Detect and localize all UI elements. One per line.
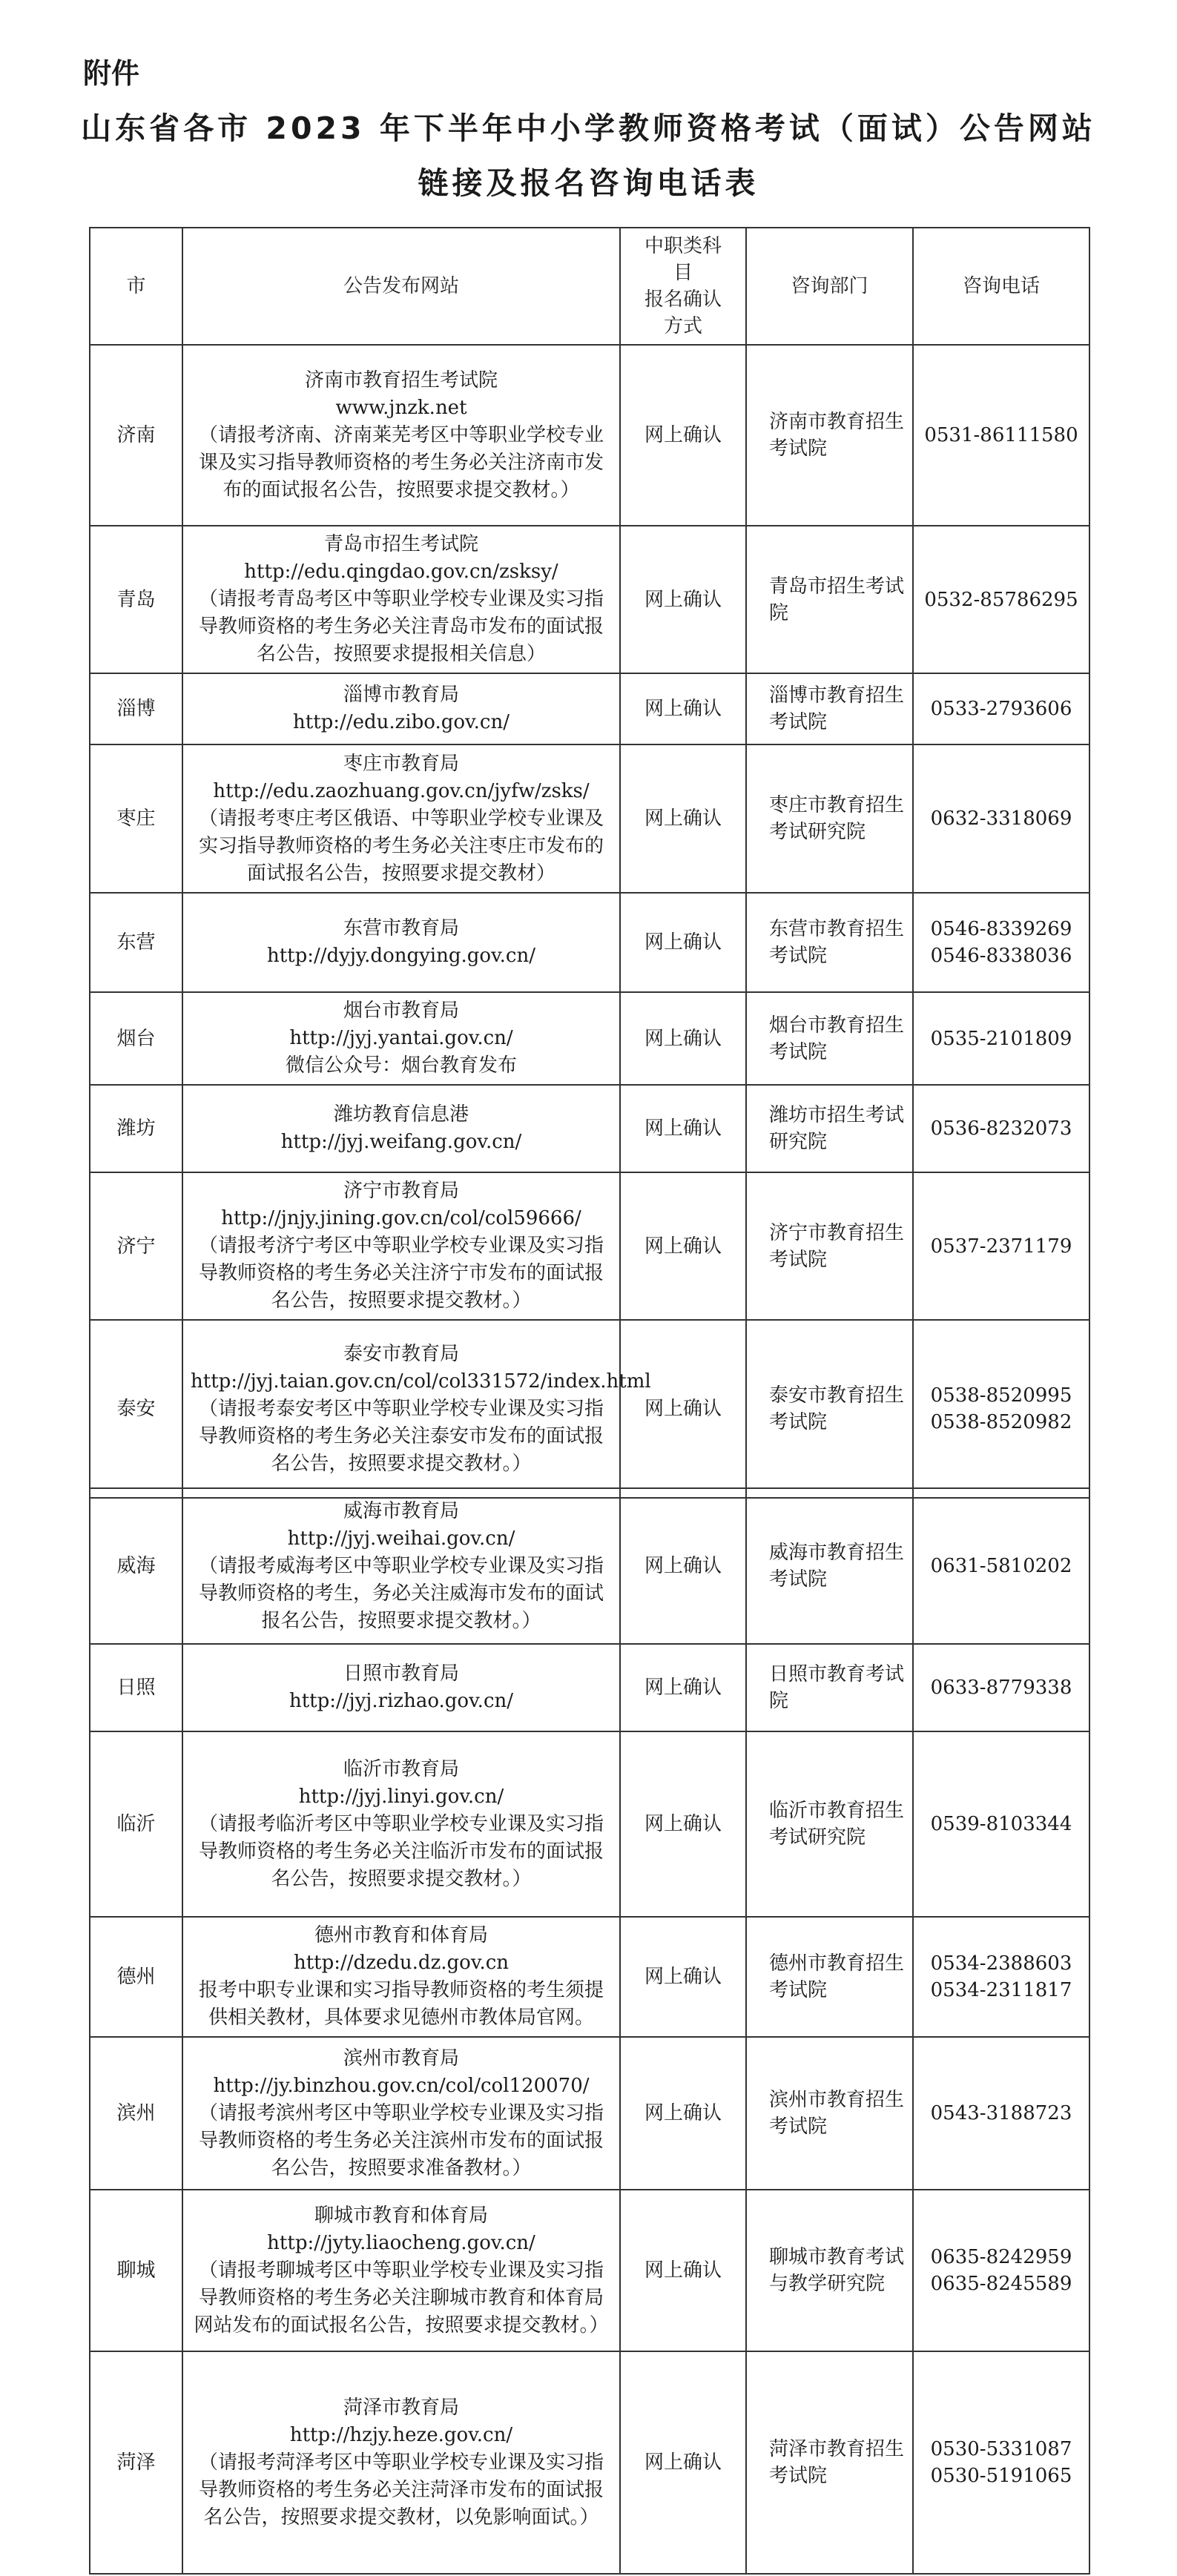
cell-dept: 菏泽市教育招生考试院 [746,2351,913,2574]
site-url[interactable]: http://jnjy.jining.gov.cn/col/col59666/ [221,1207,581,1229]
site-text: （请报考滨州考区中等职业学校专业课及实习指导教师资格的考生务必关注滨州市发布的面试报名公告，按照要求准备教材。） [198,2101,604,2179]
cell-site [182,2190,620,2351]
cell-phone [913,2190,1089,2351]
header-phone: 咨询电话 [913,228,1089,345]
phone-number: 0546-8338036 [930,945,1072,967]
cell-city: 临沂 [90,1731,182,1917]
phone-number: 0531-86111580 [924,424,1078,446]
cell-city: 济宁 [90,1172,182,1320]
site-text: （请报考菏泽考区中等职业学校专业课及实习指导教师资格的考生务必关注菏泽市发布的面试报名公告，按照要求提交教材，以免影响面试。） [198,2451,604,2529]
cell-phone [913,1917,1089,2037]
cell-city: 日照 [90,1644,182,1731]
cell-phone [913,992,1089,1085]
site-text: 泰安市教育局 [343,1342,459,1365]
site-text: 青岛市招生考试院 [323,533,478,555]
site-text: 烟台市教育局 [343,1000,459,1022]
header-method-line: 中职类科 [644,235,722,257]
cell-method: 网上确认 [620,893,746,992]
table-header-row [90,228,1089,345]
cell-method: 网上确认 [620,526,746,673]
cell-phone [913,526,1089,673]
cell-method: 网上确认 [620,2351,746,2574]
site-text: 菏泽市教育局 [343,2396,459,2419]
cell-method: 网上确认 [620,1172,746,1320]
site-text: 枣庄市教育局 [343,752,459,775]
site-url[interactable]: http://jyj.yantai.gov.cn/ [289,1027,513,1049]
cell-method: 网上确认 [620,992,746,1085]
cell-site [182,2037,620,2190]
phone-number: 0535-2101809 [930,1027,1072,1050]
cell-method: 网上确认 [620,2190,746,2351]
cell-method: 网上确认 [620,1644,746,1731]
site-text: （请报考威海考区中等职业学校专业课及实习指导教师资格的考生，务必关注威海市发布的面试报名公告，按照要求提交教材。） [198,1554,604,1632]
table-row [90,744,1089,893]
cell-city: 烟台 [90,992,182,1085]
header-site: 公告发布网站 [182,228,620,345]
cell-city: 威海 [90,1488,182,1644]
cell-method: 网上确认 [620,673,746,744]
cell-city: 淄博 [90,673,182,744]
cell-dept: 烟台市教育招生考试院 [746,992,913,1085]
cell-site [182,526,620,673]
site-url[interactable]: http://edu.zaozhuang.gov.cn/jyfw/zsks/ [213,779,590,802]
cell-phone [913,2351,1089,2574]
cell-dept: 枣庄市教育招生考试研究院 [746,744,913,893]
site-url[interactable]: http://edu.zibo.gov.cn/ [293,711,510,733]
phone-number: 0543-3188723 [930,2102,1072,2124]
cell-site [182,1320,651,1498]
phone-number: 0532-85786295 [924,588,1078,611]
cell-method: 网上确认 [620,1917,746,2037]
cell-city: 枣庄 [90,744,182,893]
contact-table-part1 [89,227,1090,1499]
cell-city: 滨州 [90,2037,182,2190]
site-text: 临沂市教育局 [343,1757,459,1780]
phone-number: 0536-8232073 [930,1117,1072,1140]
cell-site [182,1172,620,1320]
cell-phone [913,1172,1089,1320]
cell-method: 网上确认 [620,2037,746,2190]
cell-method: 网上确认 [620,1085,746,1172]
site-text: 滨州市教育局 [343,2047,459,2070]
cell-city: 济南 [90,345,182,526]
cell-dept: 青岛市招生考试院 [746,526,913,673]
cell-city: 青岛 [90,526,182,673]
phone-number: 0631-5810202 [930,1555,1072,1577]
phone-number: 0530-5191065 [930,2465,1072,2487]
table-row [90,1644,1089,1731]
phone-number: 0633-8779338 [930,1677,1072,1699]
cell-site [182,1488,620,1644]
site-text: （请报考泰安考区中等职业学校专业课及实习指导教师资格的考生务必关注泰安市发布的面试报名公告，按照要求提交教材。） [198,1397,604,1475]
site-text: （请报考青岛考区中等职业学校专业课及实习指导教师资格的考生务必关注青岛市发布的面试报名公告，按照要求提报相关信息） [198,588,604,665]
phone-number: 0534-2311817 [930,1979,1072,2001]
table-row [90,1488,1089,1644]
phone-number: 0537-2371179 [930,1235,1072,1258]
header-method-line: 方式 [663,315,702,337]
cell-site [182,1917,620,2037]
phone-number: 0635-8245589 [930,2273,1072,2295]
cell-site [182,673,620,744]
site-url[interactable]: http://jyty.liaocheng.gov.cn/ [267,2231,535,2254]
cell-site [182,1644,620,1731]
cell-site [182,1085,620,1172]
cell-dept: 德州市教育招生考试院 [746,1917,913,2037]
cell-method: 网上确认 [620,1320,746,1498]
cell-dept: 日照市教育考试院 [746,1644,913,1731]
site-text: （请报考枣庄考区俄语、中等职业学校专业课及实习指导教师资格的考生务必关注枣庄市发布的面试报名公告，按照要求提交教材） [198,807,604,885]
table-row [90,1320,1089,1498]
cell-site [182,893,620,992]
site-url[interactable]: http://hzjy.heze.gov.cn/ [289,2423,513,2446]
cell-site [182,992,620,1085]
site-text: 淄博市教育局 [343,684,459,706]
site-text: 报考中职专业课和实习指导教师资格的考生须提供相关教材，具体要求见德州市教体局官网。 [198,1979,604,2029]
cell-phone [913,1320,1089,1498]
cell-phone [913,893,1089,992]
header-method [620,228,746,345]
attachment-label: 附件 [83,57,140,90]
site-url[interactable]: http://jyj.weihai.gov.cn/ [287,1527,515,1550]
cell-site [182,1731,620,1917]
site-url[interactable]: http://jyj.linyi.gov.cn/ [298,1785,504,1808]
cell-dept: 临沂市教育招生考试研究院 [746,1731,913,1917]
phone-number: 0546-8339269 [930,918,1072,940]
cell-method: 网上确认 [620,1731,746,1917]
site-text: 威海市教育局 [343,1499,459,1522]
phone-number: 0635-8242959 [930,2246,1072,2268]
site-url[interactable]: http://dzedu.dz.gov.cn [293,1952,510,1974]
cell-dept: 济宁市教育招生考试院 [746,1172,913,1320]
table-row [90,673,1089,744]
site-text: 潍坊教育信息港 [333,1103,469,1126]
cell-city: 潍坊 [90,1085,182,1172]
header-city: 市 [90,228,182,345]
cell-method: 网上确认 [620,345,746,526]
cell-dept: 滨州市教育招生考试院 [746,2037,913,2190]
site-url[interactable]: http://dyjy.dongying.gov.cn/ [266,945,536,967]
site-text: （请报考济宁考区中等职业学校专业课及实习指导教师资格的考生务必关注济宁市发布的面试报名公告，按照要求提交教材。） [198,1235,604,1312]
contact-table-part2 [89,1487,1090,2575]
site-url[interactable]: http://jyj.rizhao.gov.cn/ [289,1690,514,1712]
cell-city: 东营 [90,893,182,992]
page-title-line2: 链接及报名咨询电话表 [418,165,759,201]
cell-phone [913,1731,1089,1917]
phone-number: 0533-2793606 [930,698,1072,720]
table-row [90,1085,1089,1172]
table-row [90,2190,1089,2351]
site-url[interactable]: http://jyj.weifang.gov.cn/ [280,1131,522,1153]
cell-site [182,744,620,893]
site-text: 济南市教育招生考试院 [304,369,498,392]
phone-number: 0538-8520995 [930,1384,1072,1407]
cell-phone [913,673,1089,744]
cell-dept: 聊城市教育考试与教学研究院 [746,2190,913,2351]
table-row [90,1917,1089,2037]
phone-number: 0539-8103344 [930,1813,1072,1835]
table-row [90,2351,1089,2574]
cell-city: 泰安 [90,1320,182,1498]
cell-dept: 淄博市教育招生考试院 [746,673,913,744]
header-method-line: 报名确认 [644,288,722,311]
cell-method: 网上确认 [620,1488,746,1644]
cell-dept: 济南市教育招生考试院 [746,345,913,526]
phone-number: 0538-8520982 [930,1411,1072,1433]
cell-phone [913,1488,1089,1644]
site-text: 济宁市教育局 [343,1180,459,1202]
header-method-line: 目 [673,262,693,284]
cell-method: 网上确认 [620,744,746,893]
cell-city: 德州 [90,1917,182,2037]
cell-phone [913,744,1089,893]
phone-number: 0632-3318069 [930,808,1072,830]
site-url[interactable]: http://edu.qingdao.gov.cn/zsksy/ [244,561,558,583]
site-text: 日照市教育局 [343,1662,459,1685]
site-url[interactable]: http://jy.binzhou.gov.cn/col/col120070/ [213,2074,590,2097]
cell-phone [913,1644,1089,1731]
table-row [90,1731,1089,1917]
cell-dept: 泰安市教育招生考试院 [746,1320,913,1498]
phone-number: 0530-5331087 [930,2438,1072,2460]
site-text: 聊城市教育和体育局 [314,2204,488,2227]
table-row [90,992,1089,1085]
cell-dept: 威海市教育招生考试院 [746,1488,913,1644]
header-dept: 咨询部门 [746,228,913,345]
cell-phone [913,345,1089,526]
phone-number: 0534-2388603 [930,1952,1072,1975]
table-row [90,2037,1089,2190]
cell-dept: 潍坊市招生考试研究院 [746,1085,913,1172]
table-row [90,893,1089,992]
site-text: 东营市教育局 [343,917,459,939]
page-title-line1: 山东省各市 2023 年下半年中小学教师资格考试（面试）公告网站 [81,110,1096,146]
table-row [90,526,1089,673]
cell-city: 菏泽 [90,2351,182,2574]
table-row [90,1172,1089,1320]
site-text: （请报考临沂考区中等职业学校专业课及实习指导教师资格的考生务必关注临沂市发布的面试报名公告，按照要求提交教材。） [198,1812,604,1890]
site-text: 微信公众号：烟台教育发布 [285,1054,517,1077]
site-url[interactable]: http://jyj.taian.gov.cn/col/col331572/index.html [191,1370,651,1393]
table-row [90,345,1089,526]
site-text: （请报考济南、济南莱芜考区中等职业学校专业课及实习指导教师资格的考生务必关注济南市发布的面试报名公告，按照要求提交教材。） [198,423,604,501]
cell-city: 聊城 [90,2190,182,2351]
cell-site [182,345,620,526]
cell-phone [913,1085,1089,1172]
site-text: （请报考聊城考区中等职业学校专业课及实习指导教师资格的考生务必关注聊城市教育和体育局网站发布的面试报名公告，按照要求提交教材。） [194,2259,609,2336]
cell-dept: 东营市教育招生考试院 [746,893,913,992]
cell-phone [913,2037,1089,2190]
cell-site [182,2351,620,2574]
site-text: 德州市教育和体育局 [314,1924,488,1946]
site-url[interactable]: www.jnzk.net [335,396,467,419]
